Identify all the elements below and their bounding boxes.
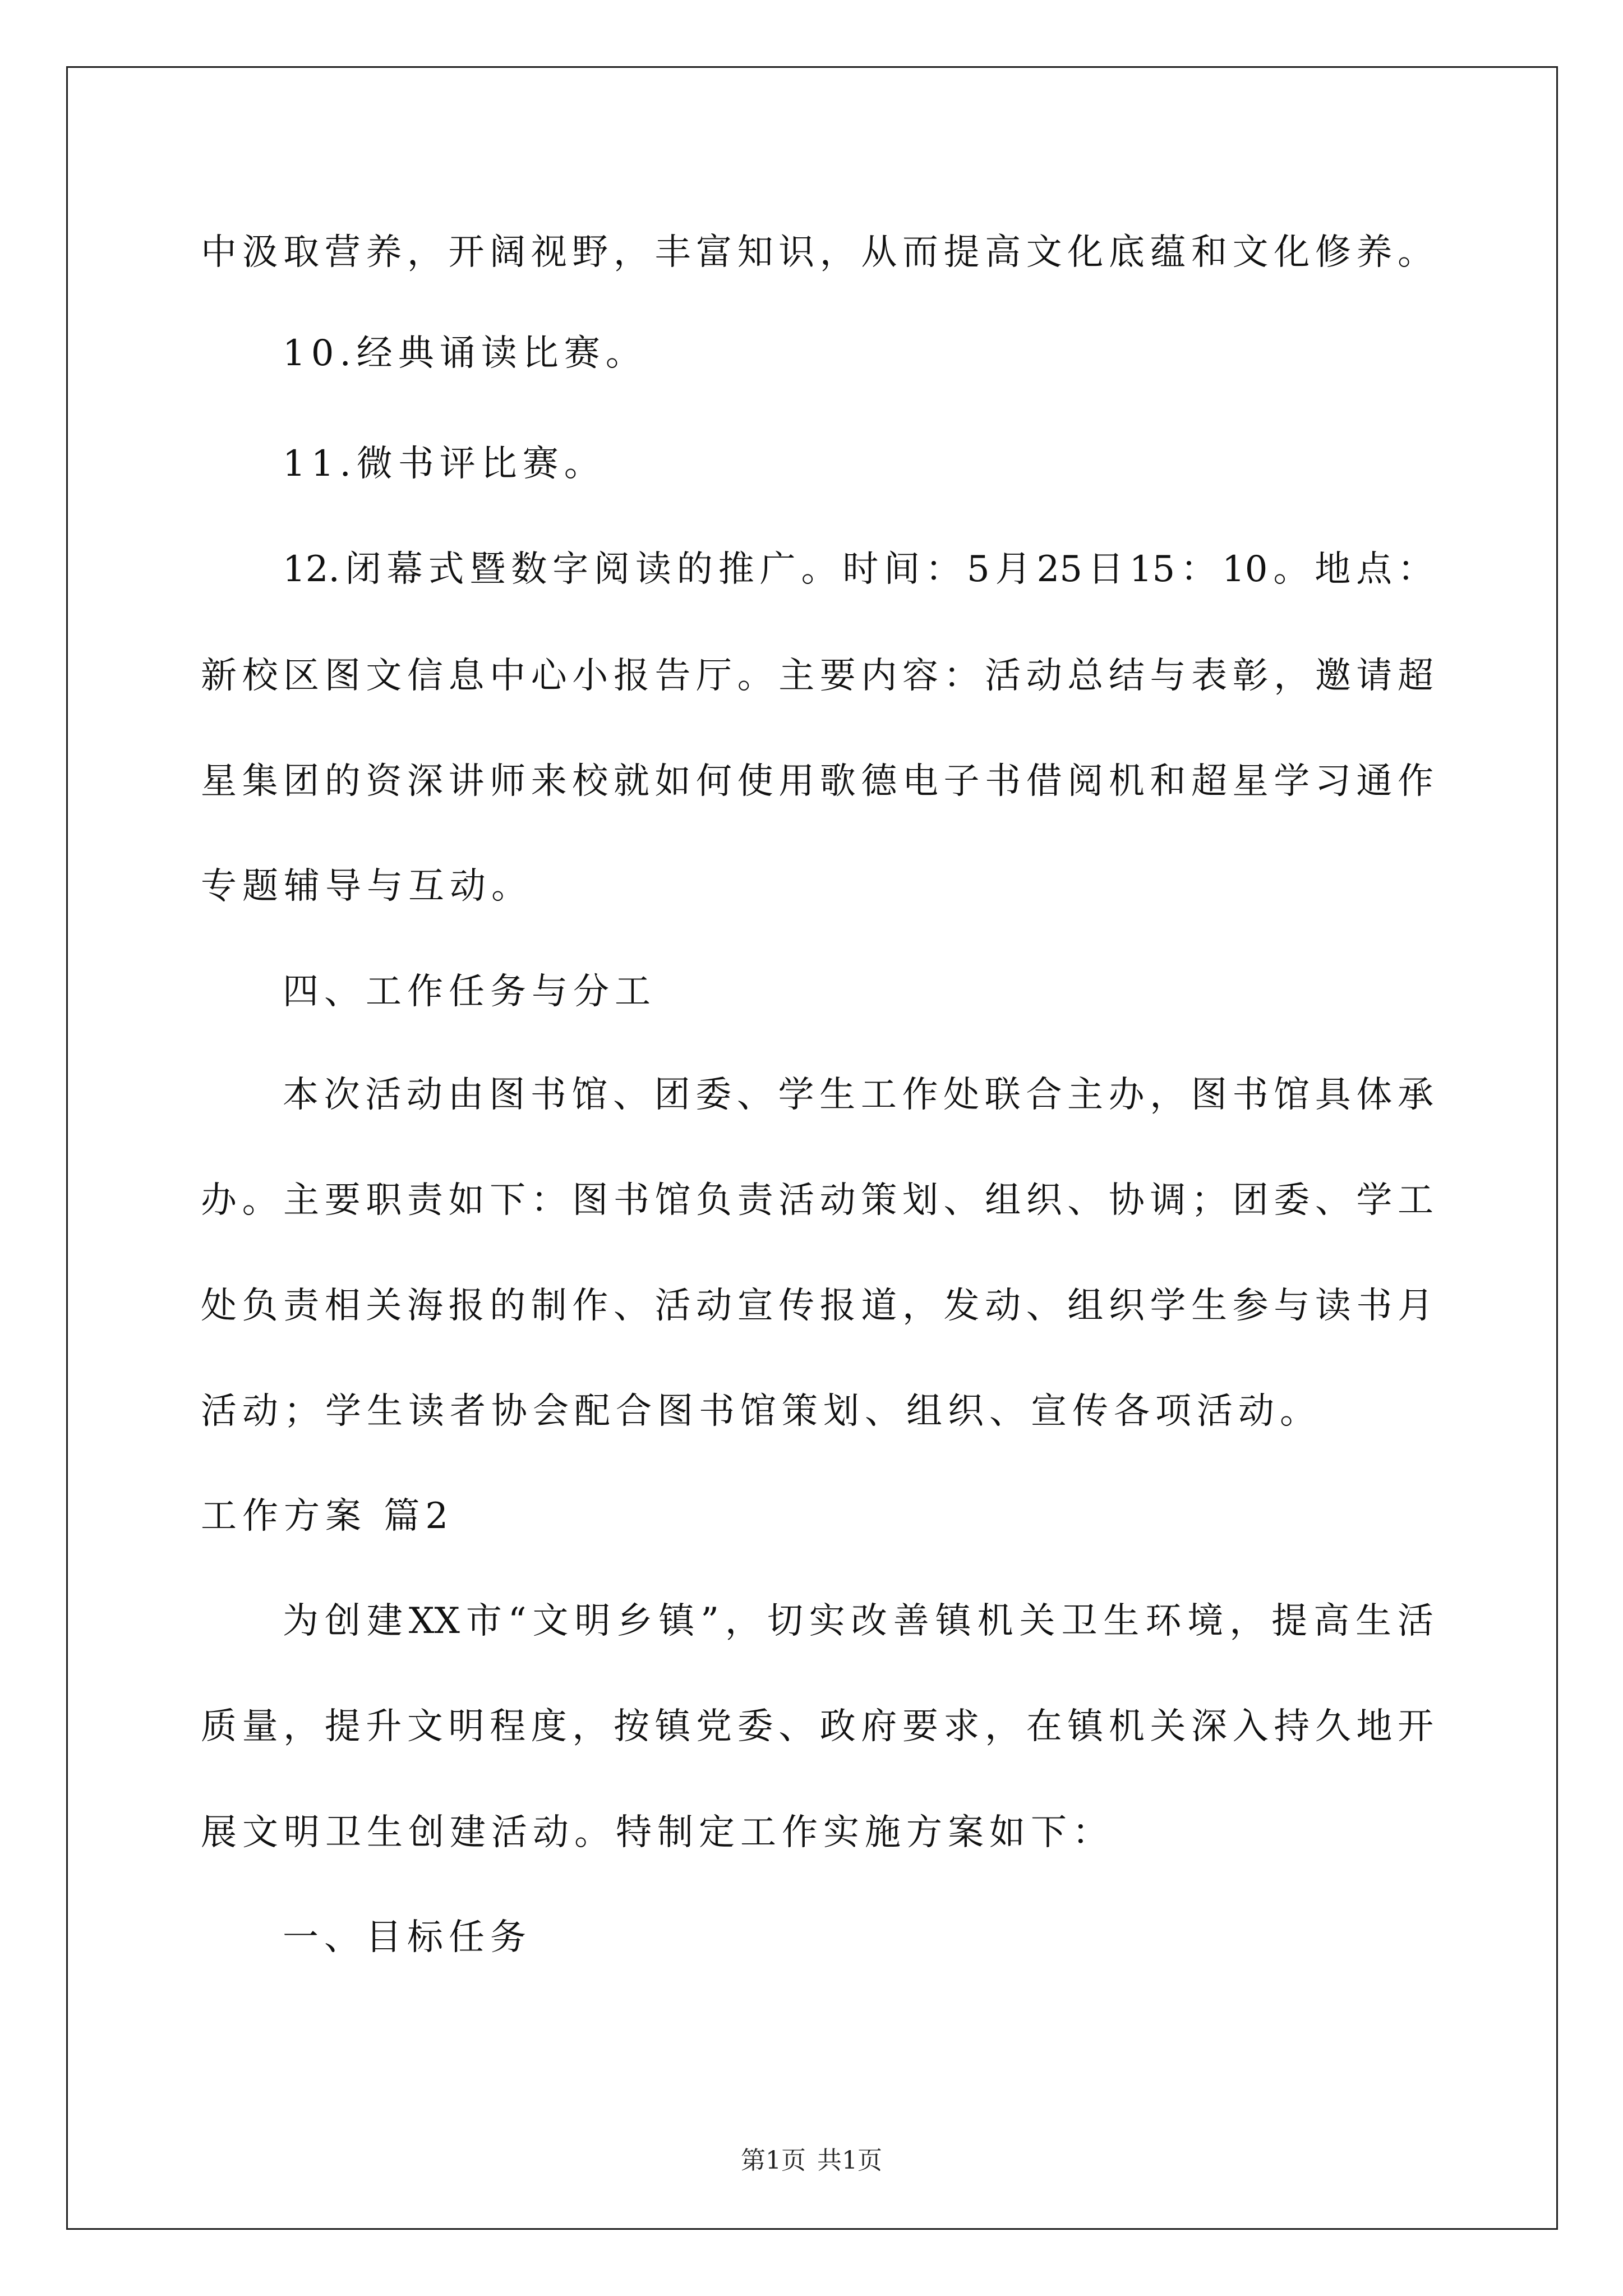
paragraph-line: 活动；学生读者协会配合图书馆策划、组织、宣传各项活动。 (201, 1391, 1321, 1432)
page-number-footer: 第1页 共1页 (741, 2146, 882, 2175)
list-item-11: 11.微书评比赛。 (283, 443, 606, 485)
paragraph-line: 质量，提升文明程度，按镇党委、政府要求，在镇机关深入持久地开 (201, 1706, 1433, 1747)
list-item-12: 12.闭幕式暨数字阅读的推广。时间：5月25日15：10。地点： (283, 549, 1433, 590)
section-heading: 一、目标任务 (283, 1917, 532, 1958)
paragraph-line: 中汲取营养，开阔视野，丰富知识，从而提高文化底蕴和文化修养。 (201, 232, 1433, 273)
paragraph-line: 专题辅导与互动。 (201, 866, 533, 907)
paragraph-line: 办。主要职责如下：图书馆负责活动策划、组织、协调；团委、学工 (201, 1180, 1433, 1221)
list-item-10: 10.经典诵读比赛。 (283, 333, 647, 374)
paragraph-line: 本次活动由图书馆、团委、学生工作处联合主办，图书馆具体承 (283, 1074, 1433, 1116)
paragraph-line: 新校区图文信息中心小报告厅。主要内容：活动总结与表彰，邀请超 (201, 655, 1433, 697)
page-border (66, 66, 1558, 2230)
section-heading: 四、工作任务与分工 (283, 971, 656, 1013)
paragraph-line: 处负责相关海报的制作、活动宣传报道，发动、组织学生参与读书月 (201, 1285, 1433, 1327)
paragraph-line: 为创建XX市“文明乡镇”，切实改善镇机关卫生环境，提高生活 (283, 1600, 1433, 1642)
plan-title: 工作方案 篇2 (201, 1496, 454, 1537)
paragraph-line: 星集团的资深讲师来校就如何使用歌德电子书借阅机和超星学习通作 (201, 761, 1433, 802)
paragraph-line: 展文明卫生创建活动。特制定工作实施方案如下： (201, 1812, 1114, 1853)
